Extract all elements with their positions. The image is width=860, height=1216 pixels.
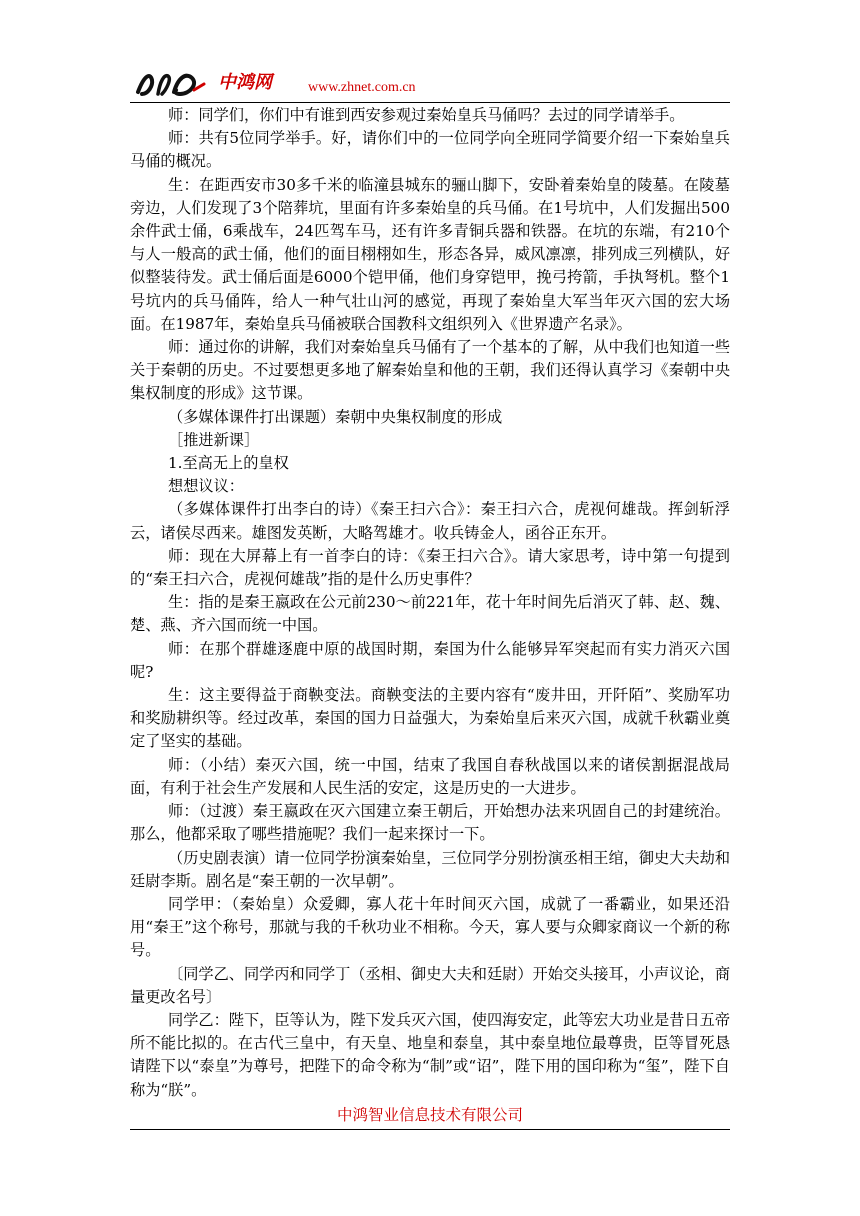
paragraph: （多媒体课件打出李白的诗）《秦王扫六合》：秦王扫六合，虎视何雄哉。挥剑斩浮云，诸侯尽西来。雄图发英断，大略驾雄才。收兵铸金人，函谷正东开。 [130, 500, 730, 542]
paragraph: （历史剧表演）请一位同学扮演秦始皇，三位同学分别扮演丞相王绾，御史大夫劫和廷尉李斯。剧名是“秦王朝的一次早朝”。 [130, 848, 730, 890]
logo-text: 中鸿网 [218, 72, 272, 93]
paragraph: 想想议议： [168, 477, 244, 496]
paragraph: 师：通过你的讲解，我们对秦始皇兵马俑有了一个基本的了解，从中我们也知道一些关于秦朝的历史。不过要想更多地了解秦始皇和他的王朝，我们还得认真学习《秦朝中央集权制度的形成》这节课。 [130, 338, 730, 403]
site-url[interactable]: www.zhnet.com.cn [308, 80, 416, 95]
paragraph: （多媒体课件打出课题）秦朝中央集权制度的形成 [168, 407, 503, 426]
paragraph: 〔同学乙、同学丙和同学丁（丞相、御史大夫和廷尉）开始交头接耳，小声议论，商量更改名号〕 [130, 964, 730, 1006]
paragraph: 师：（过渡）秦王嬴政在灭六国建立秦王朝后，开始想办法来巩固自己的封建统治。那么，他都采取了哪些措施呢？我们一起来探讨一下。 [130, 802, 730, 844]
page-header [130, 62, 730, 102]
paragraph: 师：在那个群雄逐鹿中原的战国时期，秦国为什么能够异军突起而有实力消灭六国呢? [130, 639, 730, 681]
paragraph: 生：指的是秦王嬴政在公元前230～前221年，花十年时间先后消灭了韩、赵、魏、楚、燕、齐六国而统一中国。 [130, 593, 730, 635]
paragraph: 师：同学们，你们中有谁到西安参观过秦始皇兵马俑吗？去过的同学请举手。 [168, 106, 685, 124]
paragraph: 师：共有5位同学举手。好，请你们中的一位同学向全班同学简要介绍一下秦始皇兵马俑的概况。 [130, 129, 730, 171]
brush-logo-icon [130, 66, 210, 100]
header-divider [130, 102, 730, 103]
paragraph: 师：现在大屏幕上有一首李白的诗：《秦王扫六合》。请大家思考，诗中第一句提到的“秦王扫六合，虎视何雄哉”指的是什么历史事件？ [130, 546, 730, 589]
footer-company: 中鸿智业信息技术有限公司 [336, 1106, 523, 1124]
section-heading: 1.至高无上的皇权 [168, 454, 289, 473]
paragraph: 生：在距西安市30多千米的临潼县城东的骊山脚下，安卧着秦始皇的陵墓。在陵墓旁边，人们发现了3个陪葬坑，里面有许多秦始皇的兵马俑。在1号坑中，人们发掘出500余件武士俑，6乘战车，24匹驾车马，还有许多青铜兵器和铁器。在坑的东端，有210个与人一般高的武士俑，他们的面目栩栩如生，形态各异，威风凛凛，排列成三列横队，好似整装待发。武士俑后面是6000个铠甲俑，他们身穿铠甲，挽弓挎箭，手执弩机。整个1号坑内的兵马俑阵，给人一种气壮山河的感觉，再现了秦始皇大军当年灭六国的宏大场面。在1987年，秦始皇兵马俑被联合国教科文组织列入《世界遗产名录》。 [130, 175, 730, 333]
paragraph: 同学甲：（秦始皇）众爱卿，寡人花十年时间灭六国，成就了一番霸业，如果还沿用“秦王”这个称号，那就与我的千秋功业不相称。今天，寡人要与众卿家商议一个新的称号。 [130, 894, 730, 960]
document-body [130, 104, 730, 1102]
paragraph: 师：（小结）秦灭六国，统一中国，结束了我国自春秋战国以来的诸侯割据混战局面，有利于社会生产发展和人民生活的安定，这是历史的一大进步。 [130, 755, 730, 797]
paragraph: 生：这主要得益于商鞅变法。商鞅变法的主要内容有“废井田，开阡陌”、奖励军功和奖励耕织等。经过改革，秦国的国力日益强大，为秦始皇后来灭六国，成就千秋霸业奠定了坚实的基础。 [130, 686, 730, 751]
paragraph: ［推进新课］ [168, 430, 260, 449]
footer-divider [130, 1129, 730, 1130]
paragraph: 同学乙：陛下，臣等认为，陛下发兵灭六国，使四海安定，此等宏大功业是昔日五帝所不能比拟的。在古代三皇中，有天皇、地皇和泰皇，其中泰皇地位最尊贵，臣等冒死恳请陛下以“泰皇”为尊号，把陛下的命令称为“制”或“诏”，陛下用的国印称为“玺”，陛下自称为“朕”。 [130, 1010, 730, 1099]
